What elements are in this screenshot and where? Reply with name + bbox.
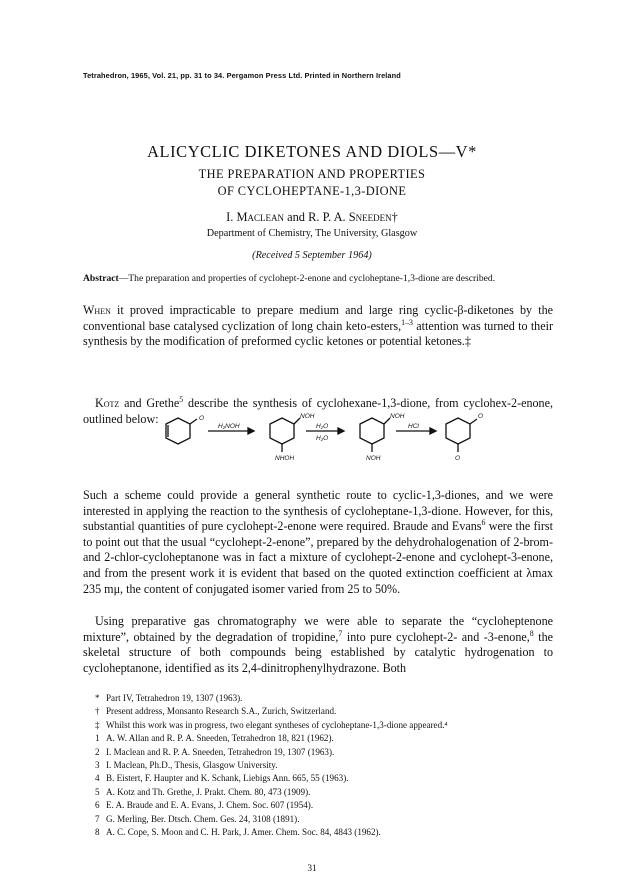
oxygen-label-top: O bbox=[478, 413, 484, 420]
reference-number: 4 bbox=[95, 773, 100, 784]
abstract-text: —The preparation and properties of cyclohept-2-enone and cycloheptane-1,3-dione are described. bbox=[118, 273, 496, 284]
reference bbox=[95, 813, 555, 826]
author-name-kotz: Kotz bbox=[95, 396, 120, 410]
reagent-hcl: HCl bbox=[408, 423, 419, 430]
footnote bbox=[95, 705, 555, 718]
reference-number: 5 bbox=[95, 786, 100, 797]
reference-text: I. Maclean, Ph.D., Thesis, Glasgow University. bbox=[106, 760, 278, 771]
intermediate-ring-2 bbox=[360, 418, 384, 444]
paragraph-1-text-cont: attention was turned to their synthesis by the modification of preformed cyclic ketones or potential ketones.‡ bbox=[83, 318, 553, 349]
paragraph-1-lead-word: When bbox=[83, 303, 111, 317]
reagent-water-top: H₂O bbox=[316, 423, 329, 430]
paper-subtitle-line-1: THE PREPARATION AND PROPERTIES bbox=[198, 167, 426, 181]
reference bbox=[95, 759, 555, 772]
citation-superscript: 7 bbox=[338, 628, 343, 638]
author-1: I. Maclean bbox=[226, 210, 284, 224]
reference-text: A. Kotz and Th. Grethe, J. Prakt. Chem. 80, 473 (1909). bbox=[106, 786, 311, 797]
paragraph-3-text-cont: were the first to point out that the usual “cyclohept-2-enone”, prepared by the dehydrohalogenation of 2-brom- and 2-chlor-cycloheptanone was in fact a mixture of cyclohept-2-enone and cyclohept-3-enone, and from the present work it is evident that based on the quoted extinction coefficient at λmax 235 mμ, the content of conjugated isomer varied from 25 to 50%. bbox=[83, 519, 554, 596]
reference bbox=[95, 799, 555, 812]
paragraph-4-text: Using preparative gas chromatography we were able to separate the “cycloheptenone mixture”, obtained by the degradation of tropidine, bbox=[83, 614, 553, 644]
author-conjunction: and bbox=[287, 210, 305, 224]
reference bbox=[95, 826, 555, 839]
paper-subtitle-line-2: OF CYCLOHEPTANE-1,3-DIONE bbox=[217, 184, 407, 198]
journal-header: Tetrahedron, 1965, Vol. 21, pp. 31 to 34. Pergamon Press Ltd. Printed in Northern Ireland bbox=[83, 71, 401, 80]
reference-text: B. Eistert, F. Haupter and K. Schank, Liebigs Ann. 665, 55 (1963). bbox=[106, 773, 349, 784]
reference-number: 6 bbox=[95, 800, 100, 811]
footnote bbox=[95, 692, 555, 705]
paragraph-2-text-cont: describe the synthesis of cyclohexane-1,3-dione, from cyclohex-2-enone, outlined below: bbox=[83, 396, 553, 426]
paragraph-3 bbox=[83, 488, 553, 597]
reference bbox=[95, 772, 555, 785]
reference-text: G. Merling, Ber. Dtsch. Chem. Ges. 24, 3108 (1891). bbox=[106, 813, 300, 824]
nhoh-label: NHOH bbox=[275, 455, 295, 462]
received-date-text: (Received 5 September 1964) bbox=[252, 250, 372, 261]
paragraph-1-text: it proved impracticable to prepare medium and large ring cyclic-β-diketones by the conventional base catalysed cyclization of long chain keto-esters, bbox=[83, 303, 553, 333]
citation-superscript: 8 bbox=[529, 628, 534, 638]
footnote-mark: † bbox=[95, 706, 100, 717]
oxygen-label-1: O bbox=[199, 415, 205, 422]
citation-superscript: 6 bbox=[481, 518, 486, 528]
page-number: 31 bbox=[307, 864, 317, 874]
reference-number: 8 bbox=[95, 827, 100, 838]
reference bbox=[95, 732, 555, 745]
author-2: R. P. A. Sneeden† bbox=[308, 210, 398, 224]
reaction-scheme bbox=[150, 408, 490, 478]
reference bbox=[95, 786, 555, 799]
cyclohexenone-ring bbox=[166, 418, 190, 444]
reagent-water-bottom: H₂O bbox=[316, 435, 329, 442]
paper-title: ALICYCLIC DIKETONES AND DIOLS—V* bbox=[147, 142, 477, 161]
reference bbox=[95, 746, 555, 759]
oxygen-label-bottom: O bbox=[455, 455, 461, 462]
footnote-text: Present address, Monsanto Research S.A., Zurich, Switzerland. bbox=[106, 706, 337, 717]
reference-text: E. A. Braude and E. A. Evans, J. Chem. Soc. 607 (1954). bbox=[106, 800, 314, 811]
reference-number: 3 bbox=[95, 760, 100, 771]
paragraph-2-text: and Grethe bbox=[119, 396, 180, 410]
noh-label-1: NOH bbox=[300, 413, 315, 420]
paragraph-3-text: Such a scheme could provide a general synthetic route to cyclic-1,3-diones, and we were interested in applying the reaction to the synthesis of cycloheptane-1,3-dione. However, for this, substantial quantities of pure cyclohept-2-enone were required. Braude and Evans bbox=[83, 488, 553, 534]
author-line bbox=[0, 210, 624, 225]
footnote-text: Part IV, Tetrahedron 19, 1307 (1963). bbox=[106, 693, 243, 703]
footnote-mark: * bbox=[95, 693, 100, 703]
paragraph-1 bbox=[83, 303, 553, 350]
reference-number: 1 bbox=[95, 733, 100, 744]
reference-text: A. W. Allan and R. P. A. Sneeden, Tetrahedron 18, 821 (1962). bbox=[106, 733, 334, 744]
footnotes bbox=[95, 692, 555, 839]
intermediate-ring-1 bbox=[270, 418, 294, 444]
reference-number: 2 bbox=[95, 746, 100, 757]
abstract bbox=[83, 272, 551, 286]
affiliation: Department of Chemistry, The University, Glasgow bbox=[206, 228, 418, 239]
footnote-text: Whilst this work was in progress, two elegant syntheses of cycloheptane-1,3-dione appeared.⁴ bbox=[106, 719, 448, 730]
received-date bbox=[0, 250, 624, 261]
reference-text: I. Maclean and R. P. A. Sneeden, Tetrahedron 19, 1307 (1963). bbox=[106, 746, 335, 757]
footnote-mark: ‡ bbox=[95, 719, 100, 730]
noh-label-3: NOH bbox=[366, 455, 381, 462]
reference-number: 7 bbox=[95, 813, 100, 824]
reference-text: A. C. Cope, S. Moon and C. H. Park, J. Amer. Chem. Soc. 84, 4843 (1962). bbox=[106, 827, 381, 838]
citation-superscript: 5 bbox=[179, 394, 184, 404]
paragraph-4-text-end: the skeletal structure of both compounds being established by catalytic hydrogenation to cycloheptanone, identified as its 2,4-dinitrophenylhydrazone. Both bbox=[83, 629, 553, 675]
paragraph-4-text-cont: into pure cyclohept-2- and -3-enone, bbox=[342, 629, 530, 644]
noh-label-2: NOH bbox=[390, 413, 405, 420]
citation-superscript: 1–3 bbox=[401, 317, 413, 327]
cyclohexanedione-ring bbox=[446, 418, 470, 444]
paragraph-4 bbox=[83, 614, 553, 676]
reagent-hydroxylamine: H₂NOH bbox=[218, 423, 240, 430]
abstract-label: Abstract bbox=[83, 273, 119, 284]
footnote bbox=[95, 719, 555, 732]
